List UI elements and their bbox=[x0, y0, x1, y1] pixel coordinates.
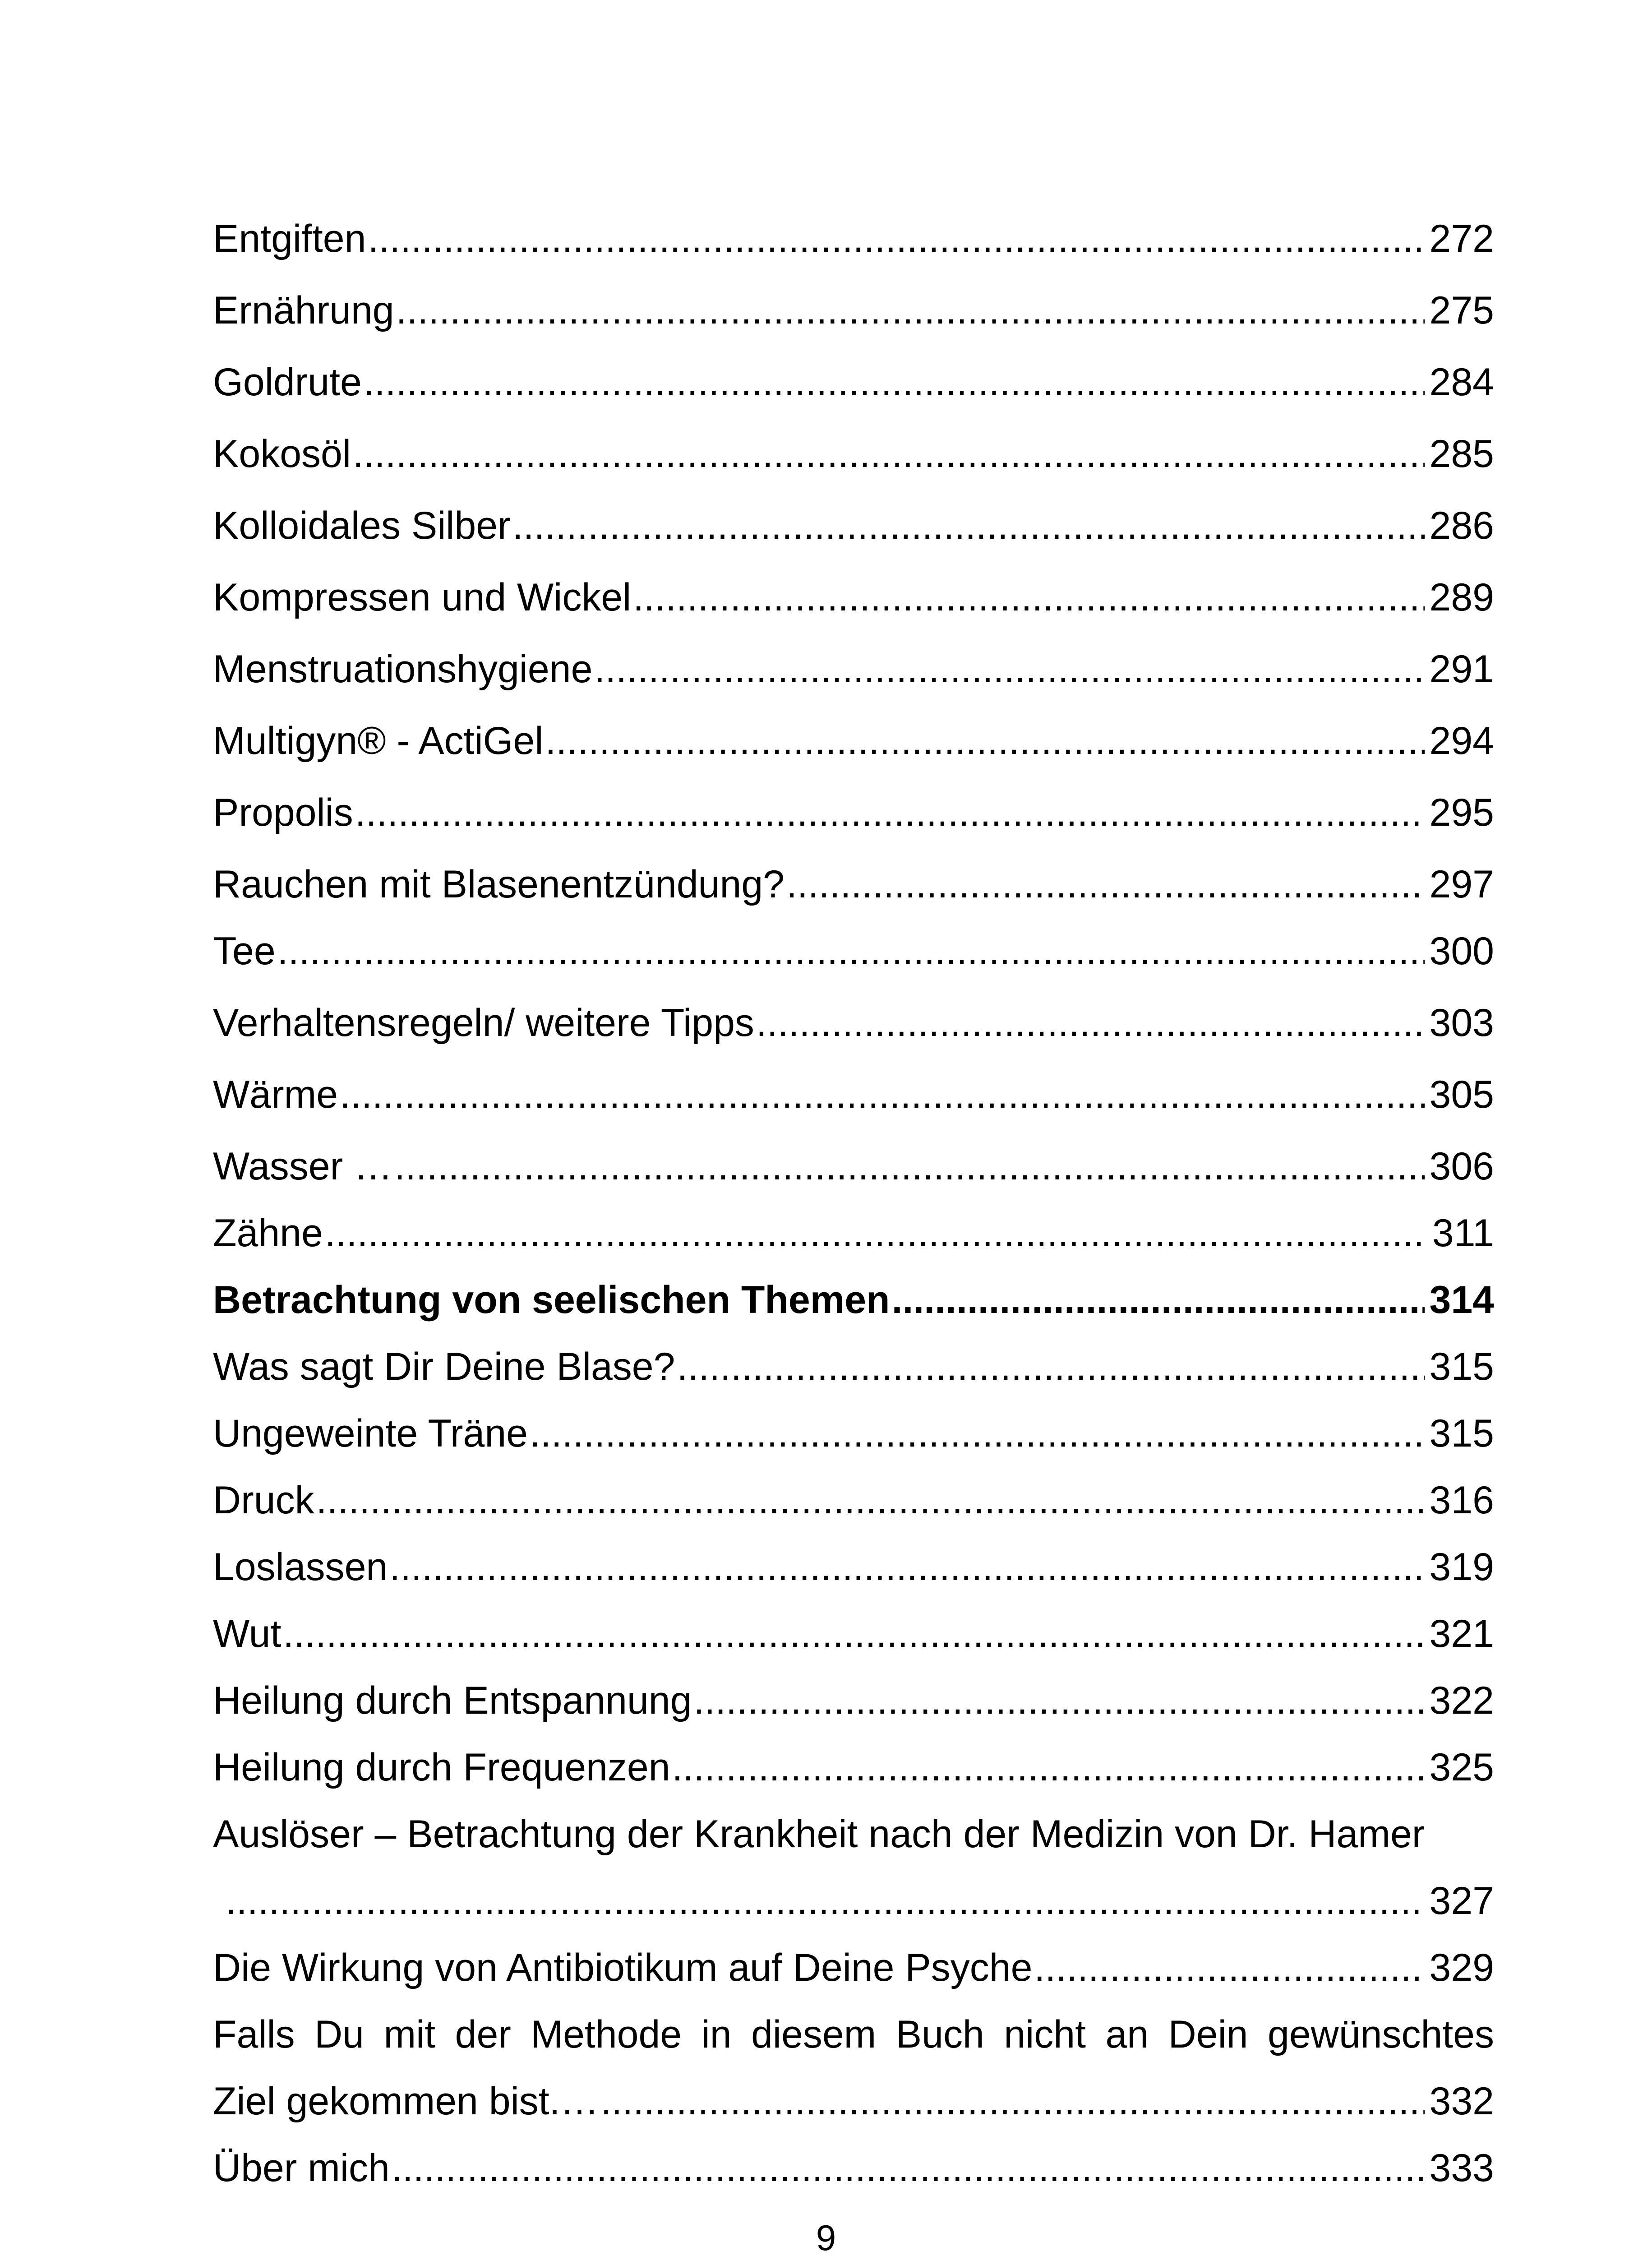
toc-entry[interactable] bbox=[213, 1137, 1494, 1196]
toc-entry-title: Kompressen und Wickel bbox=[213, 576, 632, 619]
toc-entry-page: 305 bbox=[1429, 1073, 1494, 1116]
toc-entry-title: Druck bbox=[213, 1479, 314, 1522]
toc-entry[interactable] bbox=[213, 281, 1494, 340]
toc-entry-page: 285 bbox=[1429, 432, 1494, 476]
dot-leader bbox=[756, 994, 1425, 1052]
toc-entry-page: 306 bbox=[1429, 1145, 1494, 1188]
toc-entry-page: 272 bbox=[1429, 217, 1494, 260]
toc-entry-title: Was sagt Dir Deine Blase? bbox=[213, 1345, 675, 1388]
toc-entry-page: 303 bbox=[1429, 1001, 1494, 1045]
toc-entry[interactable] bbox=[213, 1404, 1494, 1463]
toc-entry-title: Zähne bbox=[213, 1211, 323, 1255]
toc-entry[interactable] bbox=[213, 1065, 1494, 1124]
toc-entry-title: Ziel gekommen bist.… bbox=[213, 2080, 599, 2123]
toc-entry-title: Die Wirkung von Antibiotikum auf Deine Psyche bbox=[213, 1946, 1033, 1989]
toc-entry-continuation[interactable] bbox=[213, 2072, 1494, 2131]
toc-entry-title: Heilung durch Frequenzen bbox=[213, 1746, 670, 1789]
dot-leader bbox=[325, 1204, 1425, 1262]
toc-entry-title-wrapped[interactable]: Falls Du mit der Methode in diesem Buch nicht an Dein gewünschtes bbox=[213, 2013, 1494, 2056]
dot-leader bbox=[594, 640, 1425, 698]
dot-leader bbox=[545, 712, 1425, 770]
toc-entry[interactable] bbox=[213, 1938, 1494, 1997]
dot-leader bbox=[512, 496, 1425, 555]
dot-leader bbox=[633, 568, 1425, 627]
toc-entry-page: 322 bbox=[1429, 1679, 1494, 1722]
toc-entry[interactable] bbox=[213, 640, 1494, 698]
toc-entry-page: 311 bbox=[1432, 1211, 1494, 1255]
toc-entry[interactable] bbox=[213, 2139, 1494, 2197]
toc-entry-page: 316 bbox=[1429, 1479, 1494, 1522]
dot-leader bbox=[340, 1065, 1425, 1124]
toc-entry-title: Betrachtung von seelischen Themen bbox=[213, 1278, 890, 1322]
toc-entry-page: 315 bbox=[1429, 1412, 1494, 1455]
dot-leader bbox=[368, 209, 1425, 268]
toc-entry-title: Wärme bbox=[213, 1073, 338, 1116]
toc-entry[interactable] bbox=[213, 1738, 1494, 1797]
toc-entry-page: 329 bbox=[1429, 1946, 1494, 1989]
dot-leader bbox=[394, 1137, 1425, 1196]
toc-entry[interactable] bbox=[213, 1337, 1494, 1396]
toc-entry-page: 300 bbox=[1429, 929, 1494, 973]
toc-entry-page: 314 bbox=[1429, 1278, 1494, 1322]
toc-entry-title: Multigyn® - ActiGel bbox=[213, 719, 544, 763]
toc-entry-title: Loslassen bbox=[213, 1545, 388, 1589]
toc-entry-page: 332 bbox=[1429, 2080, 1494, 2123]
toc-entry-title: Wasser … bbox=[213, 1145, 393, 1188]
toc-entry-title: Verhaltensregeln/ weitere Tipps bbox=[213, 1001, 754, 1045]
dot-leader bbox=[1034, 1938, 1425, 1997]
toc-entry-title: Wut bbox=[213, 1612, 281, 1655]
toc-entry-page: 297 bbox=[1429, 863, 1494, 906]
toc-entry[interactable] bbox=[213, 425, 1494, 483]
toc-entry-title: Goldrute bbox=[213, 361, 362, 404]
toc-entry-continuation[interactable] bbox=[213, 1872, 1494, 1930]
toc-entry-title: Propolis bbox=[213, 791, 353, 834]
dot-leader bbox=[277, 922, 1425, 980]
toc-entry-page: 321 bbox=[1429, 1612, 1494, 1655]
toc-entry-page: 286 bbox=[1429, 504, 1494, 547]
toc-entry-title-wrapped[interactable]: Auslöser – Betrachtung der Krankheit nach der Medizin von Dr. Hamer bbox=[213, 1812, 1425, 1856]
toc-entry-title: Heilung durch Entspannung bbox=[213, 1679, 692, 1722]
toc-entry[interactable] bbox=[213, 209, 1494, 268]
dot-leader bbox=[892, 1271, 1425, 1329]
toc-entry[interactable] bbox=[213, 568, 1494, 627]
toc-entry-title: Kolloidales Silber bbox=[213, 504, 511, 547]
toc-entry-title: Entgiften bbox=[213, 217, 366, 260]
dot-leader bbox=[226, 1872, 1425, 1930]
toc-entry[interactable] bbox=[213, 496, 1494, 555]
toc-entry-page: 325 bbox=[1429, 1746, 1494, 1789]
toc-entry-title-spacer bbox=[213, 1872, 224, 1930]
dot-leader bbox=[530, 1404, 1425, 1463]
toc-entry[interactable] bbox=[213, 1671, 1494, 1730]
toc-entry-title: Ungeweinte Träne bbox=[213, 1412, 528, 1455]
toc-entry[interactable] bbox=[213, 712, 1494, 770]
dot-leader bbox=[364, 353, 1425, 411]
toc-entry[interactable] bbox=[213, 783, 1494, 842]
dot-leader bbox=[355, 783, 1425, 842]
toc-entry-page: 327 bbox=[1429, 1879, 1494, 1923]
toc-entry-page: 275 bbox=[1429, 289, 1494, 332]
dot-leader bbox=[786, 855, 1425, 914]
toc-entry-page: 333 bbox=[1429, 2146, 1494, 2190]
toc-entry-page: 315 bbox=[1429, 1345, 1494, 1388]
toc-entry-title: Menstruationshygiene bbox=[213, 647, 593, 691]
dot-leader bbox=[601, 2072, 1425, 2131]
toc-entry-title: Kokosöl bbox=[213, 432, 351, 476]
toc-entry-page: 291 bbox=[1429, 647, 1494, 691]
toc-entry-title: Über mich bbox=[213, 2146, 390, 2190]
toc-entry-page: 284 bbox=[1429, 361, 1494, 404]
toc-entry-title: Rauchen mit Blasenentzündung? bbox=[213, 863, 784, 906]
dot-leader bbox=[392, 2139, 1425, 2197]
toc-entry[interactable] bbox=[213, 1471, 1494, 1530]
toc-section-heading[interactable] bbox=[213, 1271, 1494, 1329]
toc-entry-page: 319 bbox=[1429, 1545, 1494, 1589]
dot-leader bbox=[389, 1538, 1425, 1596]
toc-entry-title: Ernährung bbox=[213, 289, 394, 332]
toc-entry[interactable] bbox=[213, 1204, 1494, 1262]
toc-entry-page: 289 bbox=[1429, 576, 1494, 619]
dot-leader bbox=[316, 1471, 1425, 1530]
toc-entry[interactable] bbox=[213, 1538, 1494, 1596]
dot-leader bbox=[353, 425, 1425, 483]
toc-entry[interactable] bbox=[213, 855, 1494, 914]
toc-entry-page: 294 bbox=[1429, 719, 1494, 763]
dot-leader bbox=[283, 1604, 1425, 1663]
toc-entry-title: Tee bbox=[213, 929, 276, 973]
dot-leader bbox=[677, 1337, 1425, 1396]
dot-leader bbox=[396, 281, 1425, 340]
toc-entry[interactable] bbox=[213, 994, 1494, 1052]
page-number: 9 bbox=[816, 2218, 836, 2256]
dot-leader bbox=[693, 1671, 1425, 1730]
toc-entry[interactable] bbox=[213, 353, 1494, 411]
toc-entry-page: 295 bbox=[1429, 791, 1494, 834]
toc-entry[interactable] bbox=[213, 922, 1494, 980]
toc-entry[interactable] bbox=[213, 1604, 1494, 1663]
dot-leader bbox=[672, 1738, 1425, 1797]
